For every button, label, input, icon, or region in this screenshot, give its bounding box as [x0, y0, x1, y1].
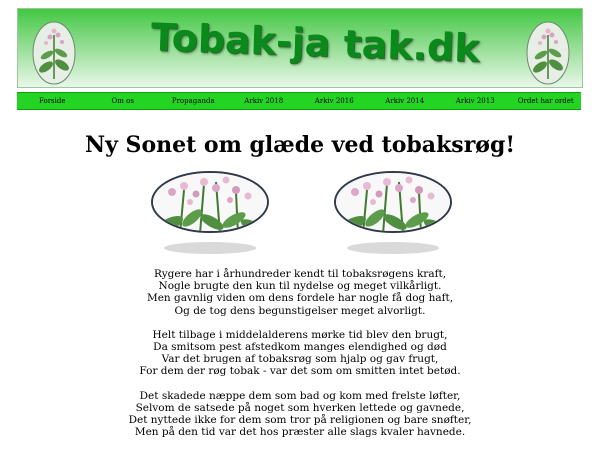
- site-logo[interactable]: Tobak-ja tak.dk: [150, 15, 481, 71]
- page-title: Ny Sonet om glæde ved tobaksrøg!: [85, 132, 515, 158]
- poem-line: Da smitsom pest afstedkom manges elendighed og død: [153, 341, 447, 354]
- nav-item-ordet-har-ordet[interactable]: Ordet har ordet: [517, 97, 574, 105]
- nav-item-arkiv-2013[interactable]: Arkiv 2013: [455, 97, 495, 105]
- poem-line: Nogle brugte den kun til nydelse og meget vilkårligt.: [158, 280, 442, 293]
- sonnet-text: [0, 268, 600, 450]
- tobacco-plant-emblem-icon: [32, 21, 76, 85]
- poem-line: Og de tog dens begunstigelser meget alvorligt.: [174, 304, 426, 317]
- poem-line: Men på den tid var det hos præster alle slags kvaler havnede.: [134, 426, 466, 439]
- tobacco-flower-illustration: [150, 170, 270, 260]
- poem-line: Rygere har i århundreder kendt til tobaksrøgens kraft,: [153, 268, 447, 280]
- poem-line: Var det brugen af tobaksrøg som hjalp og gav frugt,: [161, 353, 439, 366]
- stanza: [0, 329, 600, 378]
- poem-line: Det nyttede ikke for dem som tror på religionen og bare snøfter,: [128, 414, 472, 427]
- tobacco-flower-illustration: [333, 170, 453, 260]
- stanza: [0, 268, 600, 317]
- tobacco-plant-emblem-icon: [526, 21, 570, 85]
- stanza: [0, 390, 600, 439]
- nav-item-arkiv-2018[interactable]: Arkiv 2018: [244, 97, 284, 105]
- nav-item-propaganda[interactable]: Propaganda: [171, 97, 215, 105]
- poem-line: Det skadede næppe dem som bad og kom med frelste løfter,: [139, 389, 461, 402]
- poem-line: Helt tilbage i middelalderens mørke tid blev den brugt,: [152, 328, 448, 341]
- nav-item-om-os[interactable]: Om os: [111, 97, 134, 105]
- nav-item-forside[interactable]: Forside: [39, 97, 66, 105]
- nav-item-arkiv-2014[interactable]: Arkiv 2014: [385, 97, 425, 105]
- nav-item-arkiv-2016[interactable]: Arkiv 2016: [314, 97, 354, 105]
- poem-line: For dem der røg tobak - var det som om smitten intet betød.: [139, 365, 461, 378]
- main-navigation: [17, 92, 581, 110]
- poem-line: Selvom de satsede på noget som hverken lettede og gavnede,: [135, 401, 465, 414]
- site-header: [17, 8, 583, 88]
- poem-line: Men gavnlig viden om dens fordele har nogle få dog haft,: [146, 292, 454, 305]
